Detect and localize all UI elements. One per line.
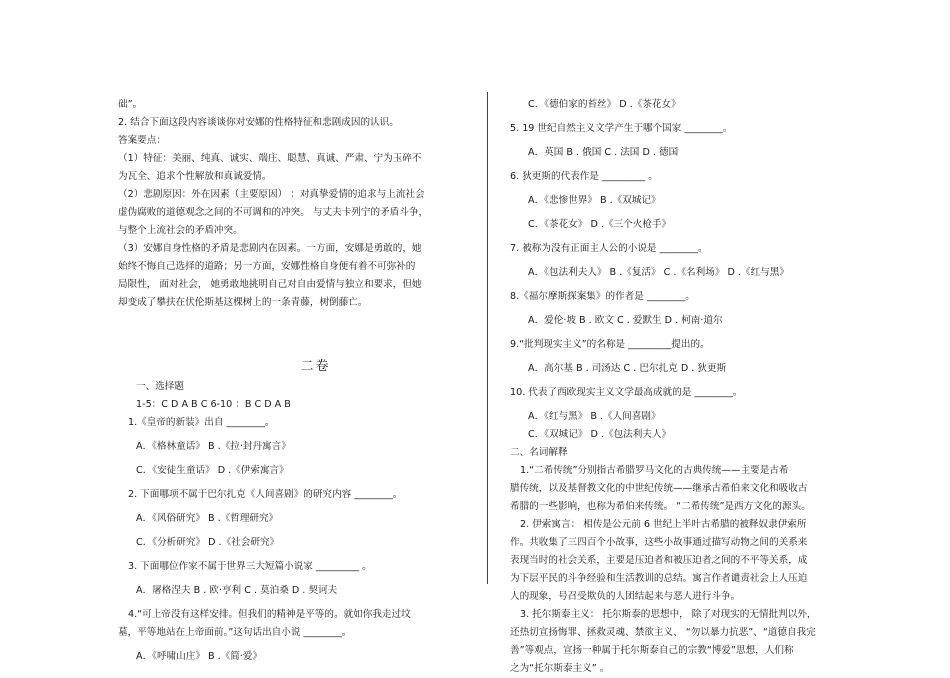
options-row: C．《德伯家的苔丝》 D .《茶花女》	[528, 99, 681, 110]
question-8: 8.《福尔摩斯探案集》的作者是 ________。	[510, 291, 695, 302]
question-10: 10. 代表了西欧现实主义文学最高成就的是 ________。	[510, 387, 743, 398]
text-line: 人的现象，号召受欺负的人团结起来与恶人进行斗争。	[510, 591, 741, 602]
options-row: A．《悲惨世界》 B .《双城记》	[528, 195, 661, 206]
text-line: 为瓦全、追求个性解放和真诚爱情。	[118, 171, 272, 182]
text-line: （2）悲剧原因：外在因素（主要原因） ：对真挚爱情的追求与上流社会	[118, 189, 425, 200]
question-6: 6. 狄更斯的代表作是 _________ 。	[510, 171, 658, 182]
options-row: A．英国 B . 俄国 C . 法国 D . 德国	[528, 147, 679, 158]
options-row: A．爱伦·坡 B . 欧文 C . 爱默生 D . 柯南·道尔	[528, 315, 723, 326]
options-row: A．高尔基 B . 司汤达 C . 巴尔扎克 D . 狄更斯	[528, 363, 727, 374]
term-1: 1.“二希传统”分别指古希腊罗马文化的古典传统——主要是古希	[520, 465, 789, 476]
question-2: 2. 下面哪项不属于巴尔扎克《人间喜剧》的研究内容 ________。	[128, 489, 403, 500]
options-row: A．屠格涅夫 B . 欧·亨利 C . 莫泊桑 D . 契诃夫	[136, 585, 338, 596]
question-7: 7. 被称为没有正面主人公的小说是 ________。	[510, 243, 708, 254]
question-9: 9.“批判现实主义”的名称是 _________提出的。	[510, 339, 710, 350]
options-row: A．《风俗研究》 B .《哲理研究》	[136, 513, 279, 524]
text-line: 却变成了攀扶在伏伦斯基这棵树上的一条青藤，树倒藤亡。	[118, 297, 368, 308]
answer-key: 1-5：C D A B C 6-10 ：B C D A B	[136, 399, 291, 410]
answer-heading: 答案要点：	[118, 135, 166, 146]
column-divider	[487, 92, 488, 584]
question-4: 4.“可上帝没有这样安排。但我们的精神是平等的。就如你我走过坟	[128, 609, 411, 620]
text-line: 与整个上流社会的矛盾冲突。	[118, 225, 243, 236]
question-3: 3. 下面哪位作家不属于世界三大短篇小说家 _________ 。	[128, 561, 372, 572]
text-line: 善”等观点，宣扬一种属于托尔斯泰自己的宗教“博爱”思想，人们称	[510, 645, 794, 656]
right-column	[510, 96, 850, 678]
options-row: C．《茶花女》 D .《三个火枪手》	[528, 219, 672, 230]
text-line: （3）安娜自身性格的矛盾是悲剧内在因素。一方面，安娜是勇敢的，她	[118, 243, 422, 254]
term-3: 3. 托尔斯泰主义： 托尔斯泰的思想中， 除了对现实的无情批判以外，	[520, 609, 817, 620]
options-row: C．《安徒生童话》 D .《伊索寓言》	[136, 465, 289, 476]
text-line: 表现当时的社会关系，主要是压迫者和被压迫者之间的不平等关系，成	[510, 555, 808, 566]
question-5: 5. 19 世纪自然主义文学产生于哪个国家 ________。	[510, 123, 733, 134]
options-row: A．《包法利夫人》 B .《复活》 C .《名利场》 D .《红与黑》	[528, 267, 789, 278]
section-title: 二卷	[300, 359, 331, 374]
options-row: A．《红与黑》 B .《人间喜剧》	[528, 411, 661, 422]
text-line: 之为“托尔斯泰主义” 。	[510, 663, 610, 674]
text-line: 还热切宣扬悔罪、拯救灵魂、禁欲主义、 “勿以暴力抗恶”、“道德自我完	[510, 627, 816, 638]
options-row: C．《双城记》 D .《包法利夫人》	[528, 429, 672, 440]
text-line: 作。共收集了三四百个小故事，这些小故事通过描写动物之间的关系来	[510, 537, 808, 548]
text-line: 础”。	[118, 99, 143, 110]
text-line: 希腊的一些影响，也称为希伯来传统。 “二希传统”是西方文化的源头。	[510, 501, 811, 512]
question-1: 1.《皇帝的新装》出自 ________。	[128, 417, 275, 428]
text-line: 始终不悔自己选择的道路；另一方面，安娜性格自身便有着不可弥补的	[118, 261, 416, 272]
question-2-essay: 2. 结合下面这段内容谈谈你对安娜的性格特征和悲剧成因的认识。	[118, 117, 399, 128]
text-line: 虚伪腐败的道德观念之间的不可调和的冲突。 与丈夫卡列宁的矛盾斗争，	[118, 207, 429, 218]
left-column	[118, 96, 473, 666]
choice-heading: 一、选择题	[136, 381, 184, 392]
options-row: A．《呼啸山庄》 B .《简·爱》	[136, 651, 263, 662]
text-line: 局限性， 面对社会， 她勇敢地挑明自己对自由爱情与独立和要求，但她	[118, 279, 422, 290]
options-row: C．《分析研究》 D .《社会研究》	[136, 537, 280, 548]
text-line: 为下层平民的斗争经验和生活教训的总结。寓言作者谴责社会上人压迫	[510, 573, 808, 584]
text-line: （1）特征：美丽、纯真、诚实、端庄、聪慧、真诚、严肃、宁为玉碎不	[118, 153, 422, 164]
text-line: 墓，平等地站在上帝面前。”这句话出自小说 ________。	[118, 627, 352, 638]
text-line: 腊传统，以及基督教文化的中世纪传统——继承古希伯来文化和吸收古	[510, 483, 808, 494]
options-row: A．《格林童话》 B .《拉·封丹寓言》	[136, 441, 291, 452]
term-2: 2. 伊索寓言： 相传是公元前 6 世纪上半叶古希腊的被释奴隶伊索所	[520, 519, 807, 530]
term-heading: 二、名词解释	[510, 447, 568, 458]
